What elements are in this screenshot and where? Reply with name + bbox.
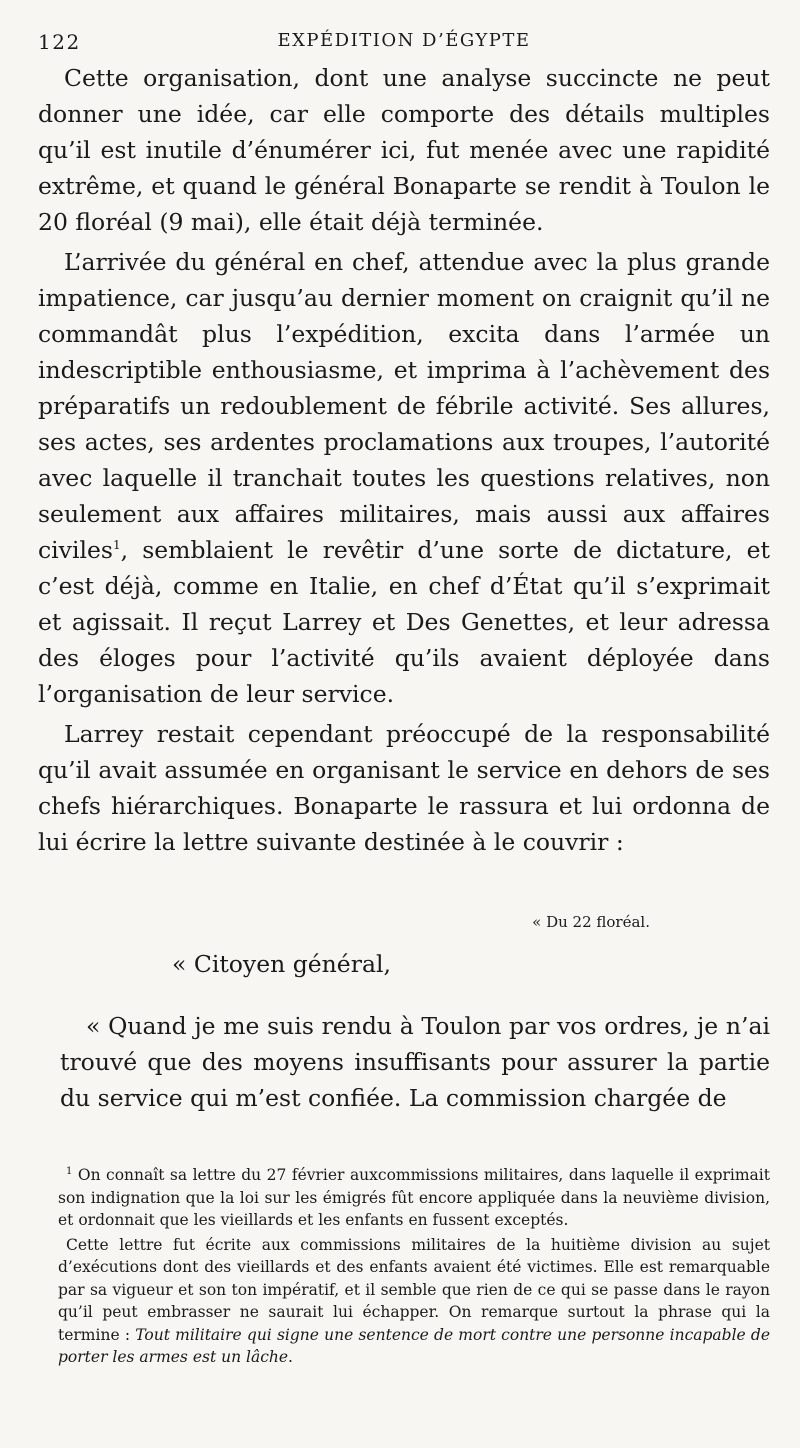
footnote-reference: 1 [112,538,121,553]
page-number: 122 [38,30,81,54]
main-text [38,60,770,860]
paragraph-1: Cette organisation, dont une analyse succincte ne peut donner une idée, car elle comporte des détails multiples qu’il est inutile d’énumérer ici, fut menée avec une rapidité extrême, et quand le général Bonaparte se rendit à Toulon le 20 floréal (9 mai), elle était déjà terminée. [38,64,770,236]
letter-body: « Quand je me suis rendu à Toulon par vos ordres, je n’ai trouvé que des moyens insuffisants pour assurer la partie du service qui m’est confiée. La commission chargée de [60,1012,770,1112]
letter-dateline: « Du 22 floréal. [532,913,650,931]
footnotes [38,1164,770,1369]
paragraph-3: Larrey restait cependant préoccupé de la responsabilité qu’il avait assumée en organisant le service en dehors de ses chefs hiérarchiques. Bonaparte le rassura et lui ordonna de lui écrire la lettre suivante destinée à le couvrir : [38,720,770,856]
paragraph-2-text-b: , semblaient le revêtir d’une sorte de dictature, et c’est déjà, comme en Italie, en chef d’État qu’il s’exprimait et agissait. Il reçut Larrey et Des Genettes, et leur adressa des éloges pour l’activité qu’ils avaient déployée dans l’organisation de leur service. [38,536,770,708]
letter-salutation: « Citoyen général, [172,950,391,978]
quoted-letter [38,912,770,1116]
paragraph-2-text-a: L’arrivée du général en chef, attendue avec la plus grande impatience, car jusqu’au dernier moment on craignit qu’il ne commandât plus l’expédition, excita dans l’armée un indescriptible enthousiasme, et imprima à l’achèvement des préparatifs un redoublement de fébrile activité. Ses allures, ses actes, ses ardentes proclamations aux troupes, l’autorité avec laquelle il tranchait toutes les questions relatives, non seulement aux affaires militaires, mais aussi aux affaires civiles [38,248,770,564]
paragraph-2 [38,244,770,712]
footnote-1 [58,1164,770,1232]
running-title: EXPÉDITION D’ÉGYPTE [277,30,531,51]
footnote-1-text: On connaît sa lettre du 27 février auxcommissions militaires, dans laquelle il exprimait son indignation que la loi sur les émigrés fût encore appliquée dans la neuvième division, et ordonnait que les vieillards et les enfants en fussent exceptés. [58,1166,770,1229]
footnote-mark: 1 [66,1165,73,1177]
footnote-1-continued [58,1234,770,1369]
footnote-2-text-start: Cette lettre fut écrite aux commissions militaires de la huitième division au sujet d’exécutions dont des vieillards et des enfants avaient été victimes. Elle est remarquable par sa vigueur et son ton impératif, et il semble que rien de ce qui se passe dans le rayon qu’il peut embrasser ne saurait lui échapper. On remarque surtout la phrase qui la termine : [58,1235,770,1344]
book-page [38,22,770,1432]
page-header [38,22,770,60]
footnote-quote: Tout militaire qui signe une sentence de mort contre une personne incapable de porter les armes est un lâche [58,1325,771,1366]
footnote-2-text-end: . [288,1348,293,1366]
